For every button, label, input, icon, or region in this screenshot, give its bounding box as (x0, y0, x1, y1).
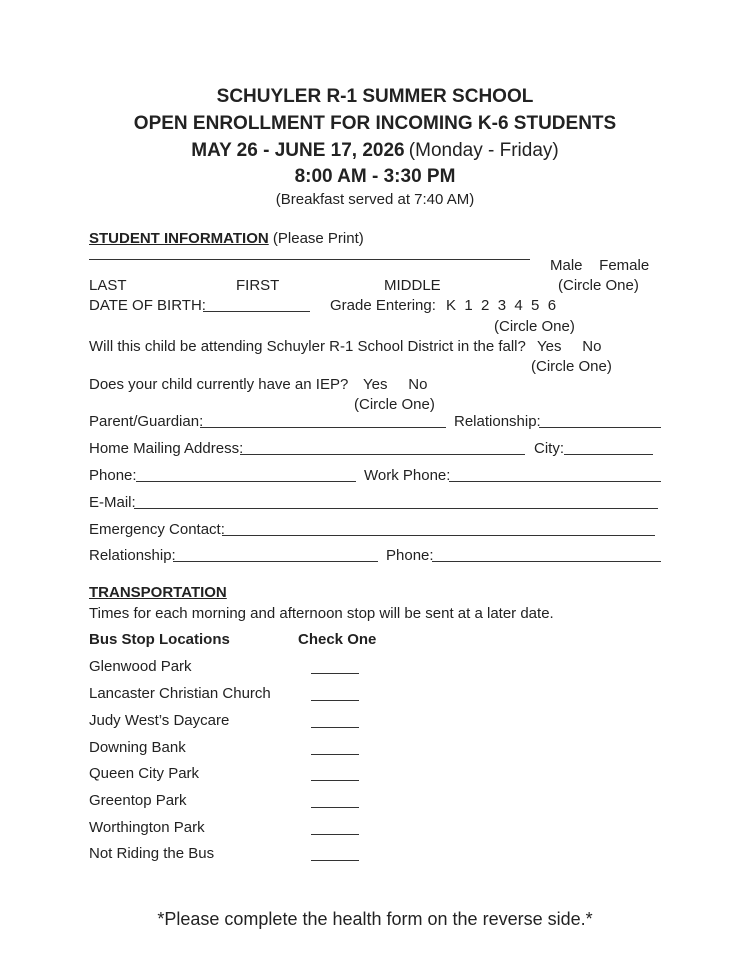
relationship-field[interactable] (539, 427, 661, 428)
parent-label: Parent/Guardian: (89, 413, 204, 430)
phone-label: Phone: (89, 467, 137, 484)
phone2-label: Phone: (386, 547, 434, 564)
dob-label: DATE OF BIRTH: (89, 297, 206, 314)
email-field[interactable] (134, 508, 658, 509)
title-dates: MAY 26 - JUNE 17, 2026 (191, 140, 405, 161)
col-check-one: Check One (298, 631, 377, 648)
title-hours: 8:00 AM - 3:30 PM (294, 166, 456, 187)
footer-note: *Please complete the health form on the reverse side.* (157, 909, 593, 929)
relationship2-label: Relationship: (89, 547, 176, 564)
breakfast-note: (Breakfast served at 7:40 AM) (275, 191, 475, 208)
col-bus-stop-locations: Bus Stop Locations (89, 631, 230, 648)
city-field[interactable] (564, 454, 653, 455)
iep-question: Does your child currently have an IEP? (89, 376, 349, 393)
bus-stop-check[interactable] (311, 860, 359, 861)
address-field[interactable] (240, 454, 525, 455)
grade-options[interactable]: K 1 2 3 4 5 6 (446, 297, 557, 314)
bus-stop-label: Lancaster Christian Church (89, 685, 271, 702)
bus-stop-label: Glenwood Park (89, 658, 192, 675)
bus-stop-label: Not Riding the Bus (89, 845, 215, 862)
fall-question: Will this child be attending Schuyler R-1 School District in the fall? (89, 338, 526, 355)
phone2-field[interactable] (432, 561, 661, 562)
bus-stop-label: Greentop Park (89, 792, 187, 809)
emergency-label: Emergency Contact: (89, 521, 225, 538)
iep-yes-no[interactable]: Yes No (363, 376, 428, 393)
fall-yes-no[interactable]: Yes No (537, 338, 602, 355)
student-info-note: (Please Print) (272, 230, 364, 247)
dob-field[interactable] (203, 311, 310, 312)
title-days: (Monday - Friday) (408, 140, 559, 161)
bus-stop-check[interactable] (311, 727, 359, 728)
grade-circle-one: (Circle One) (494, 318, 575, 335)
title-school: SCHUYLER R-1 SUMMER SCHOOL (216, 86, 534, 107)
label-first: FIRST (236, 277, 280, 294)
bus-stop-label: Queen City Park (89, 765, 200, 782)
work-phone-label: Work Phone: (364, 467, 451, 484)
phone-field[interactable] (136, 481, 356, 482)
iep-circle-one: (Circle One) (354, 396, 435, 413)
address-label: Home Mailing Address: (89, 440, 244, 457)
grade-label: Grade Entering: (330, 297, 436, 314)
label-middle: MIDDLE (384, 277, 441, 294)
student-info-heading-line (89, 231, 364, 246)
bus-stop-check[interactable] (311, 673, 359, 674)
sex-circle-one: (Circle One) (558, 277, 639, 294)
bus-stop-label: Worthington Park (89, 819, 205, 836)
relationship2-field[interactable] (173, 561, 378, 562)
bus-stop-check[interactable] (311, 834, 359, 835)
label-last: LAST (89, 277, 127, 294)
fall-circle-one: (Circle One) (531, 358, 612, 375)
bus-stop-check[interactable] (311, 700, 359, 701)
title-dates-line (0, 141, 750, 160)
email-label: E-Mail: (89, 494, 136, 511)
city-label: City: (534, 440, 564, 457)
work-phone-field[interactable] (449, 481, 661, 482)
bus-stop-check[interactable] (311, 780, 359, 781)
student-name-field[interactable] (89, 259, 530, 260)
bus-stop-check[interactable] (311, 754, 359, 755)
student-info-heading: STUDENT INFORMATION (89, 230, 269, 247)
parent-field[interactable] (200, 427, 446, 428)
transportation-note: Times for each morning and afternoon stop will be sent at a later date. (89, 605, 554, 622)
bus-stop-label: Downing Bank (89, 739, 186, 756)
sex-options[interactable]: Male Female (550, 257, 650, 274)
emergency-field[interactable] (222, 535, 655, 536)
title-enrollment: OPEN ENROLLMENT FOR INCOMING K-6 STUDENTS (133, 113, 617, 134)
transportation-heading: TRANSPORTATION (89, 584, 227, 601)
bus-stop-check[interactable] (311, 807, 359, 808)
bus-stop-label: Judy West’s Daycare (89, 712, 230, 729)
relationship-label: Relationship: (454, 413, 541, 430)
